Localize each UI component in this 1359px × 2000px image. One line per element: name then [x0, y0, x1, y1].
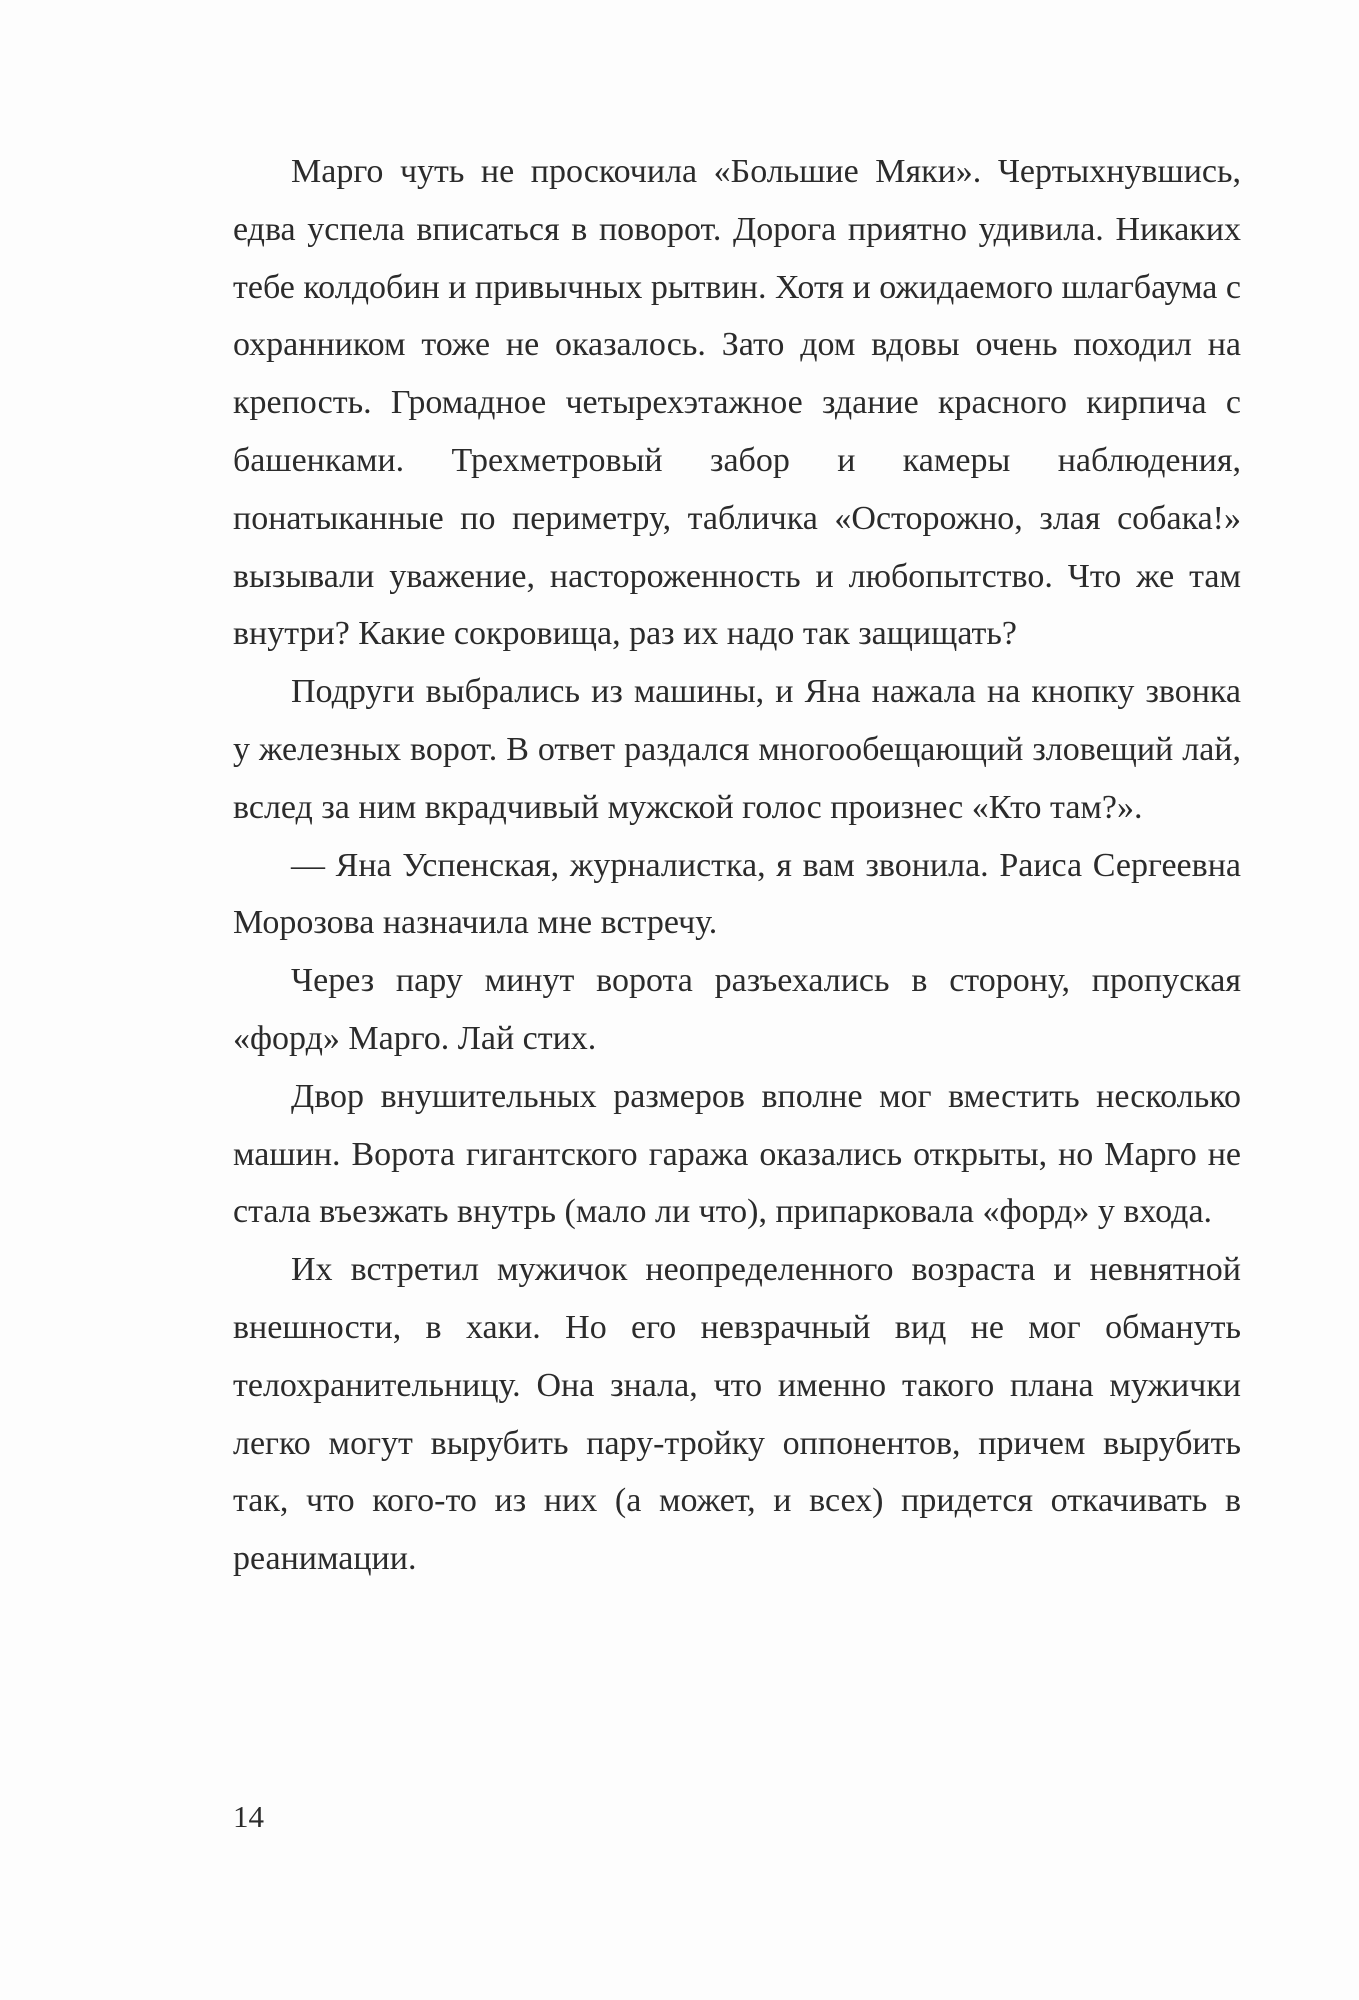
- paragraph: Через пару минут ворота разъехались в сторону, пропуская «форд» Марго. Лай стих.: [233, 962, 1241, 1057]
- paragraph: Подруги выбрались из машины, и Яна нажала на кнопку звонка у железных ворот. В ответ раздался многообещающий зловещий лай, вслед за ним вкрадчивый мужской голос произнес «Кто там?».: [233, 673, 1241, 826]
- page-number: 14: [233, 1799, 264, 1834]
- paragraph: — Яна Успенская, журналистка, я вам звонила. Раиса Сергеевна Морозова назначила мне встречу.: [233, 846, 1241, 942]
- paragraph: Марго чуть не проскочила «Большие Мяки». Чертыхнувшись, едва успела вписаться в поворот. Дорога приятно удивила. Никаких тебе колдобин и привычных рытвин. Хотя и ожидаемого шлагбаума с охранником тоже не оказалось. Зато дом вдовы очень походил на крепость. Громадное четырехэтажное здание красного кирпича с башенками. Трехметровый забор и камеры наблюдения, понатыканные по периметру, табличка «Осторожно, злая собака!» вызывали уважение, настороженность и любопытство. Что же там внутри? Какие сокровища, раз их надо так защищать?: [233, 153, 1241, 653]
- paragraph: Их встретил мужичок неопределенного возраста и невнятной внешности, в хаки. Но его невзрачный вид не мог обмануть телохранительницу. Она знала, что именно такого плана мужички легко могут вырубить пару-тройку оппонентов, причем вырубить так, что кого-то из них (а может, и всех) придется откачивать в реанимации.: [233, 1251, 1241, 1578]
- paragraph: Двор внушительных размеров вполне мог вместить несколько машин. Ворота гигантского гаража оказались открыты, но Марго не стала въезжать внутрь (мало ли что), припарковала «форд» у входа.: [233, 1077, 1241, 1231]
- body-text: [233, 143, 1241, 1588]
